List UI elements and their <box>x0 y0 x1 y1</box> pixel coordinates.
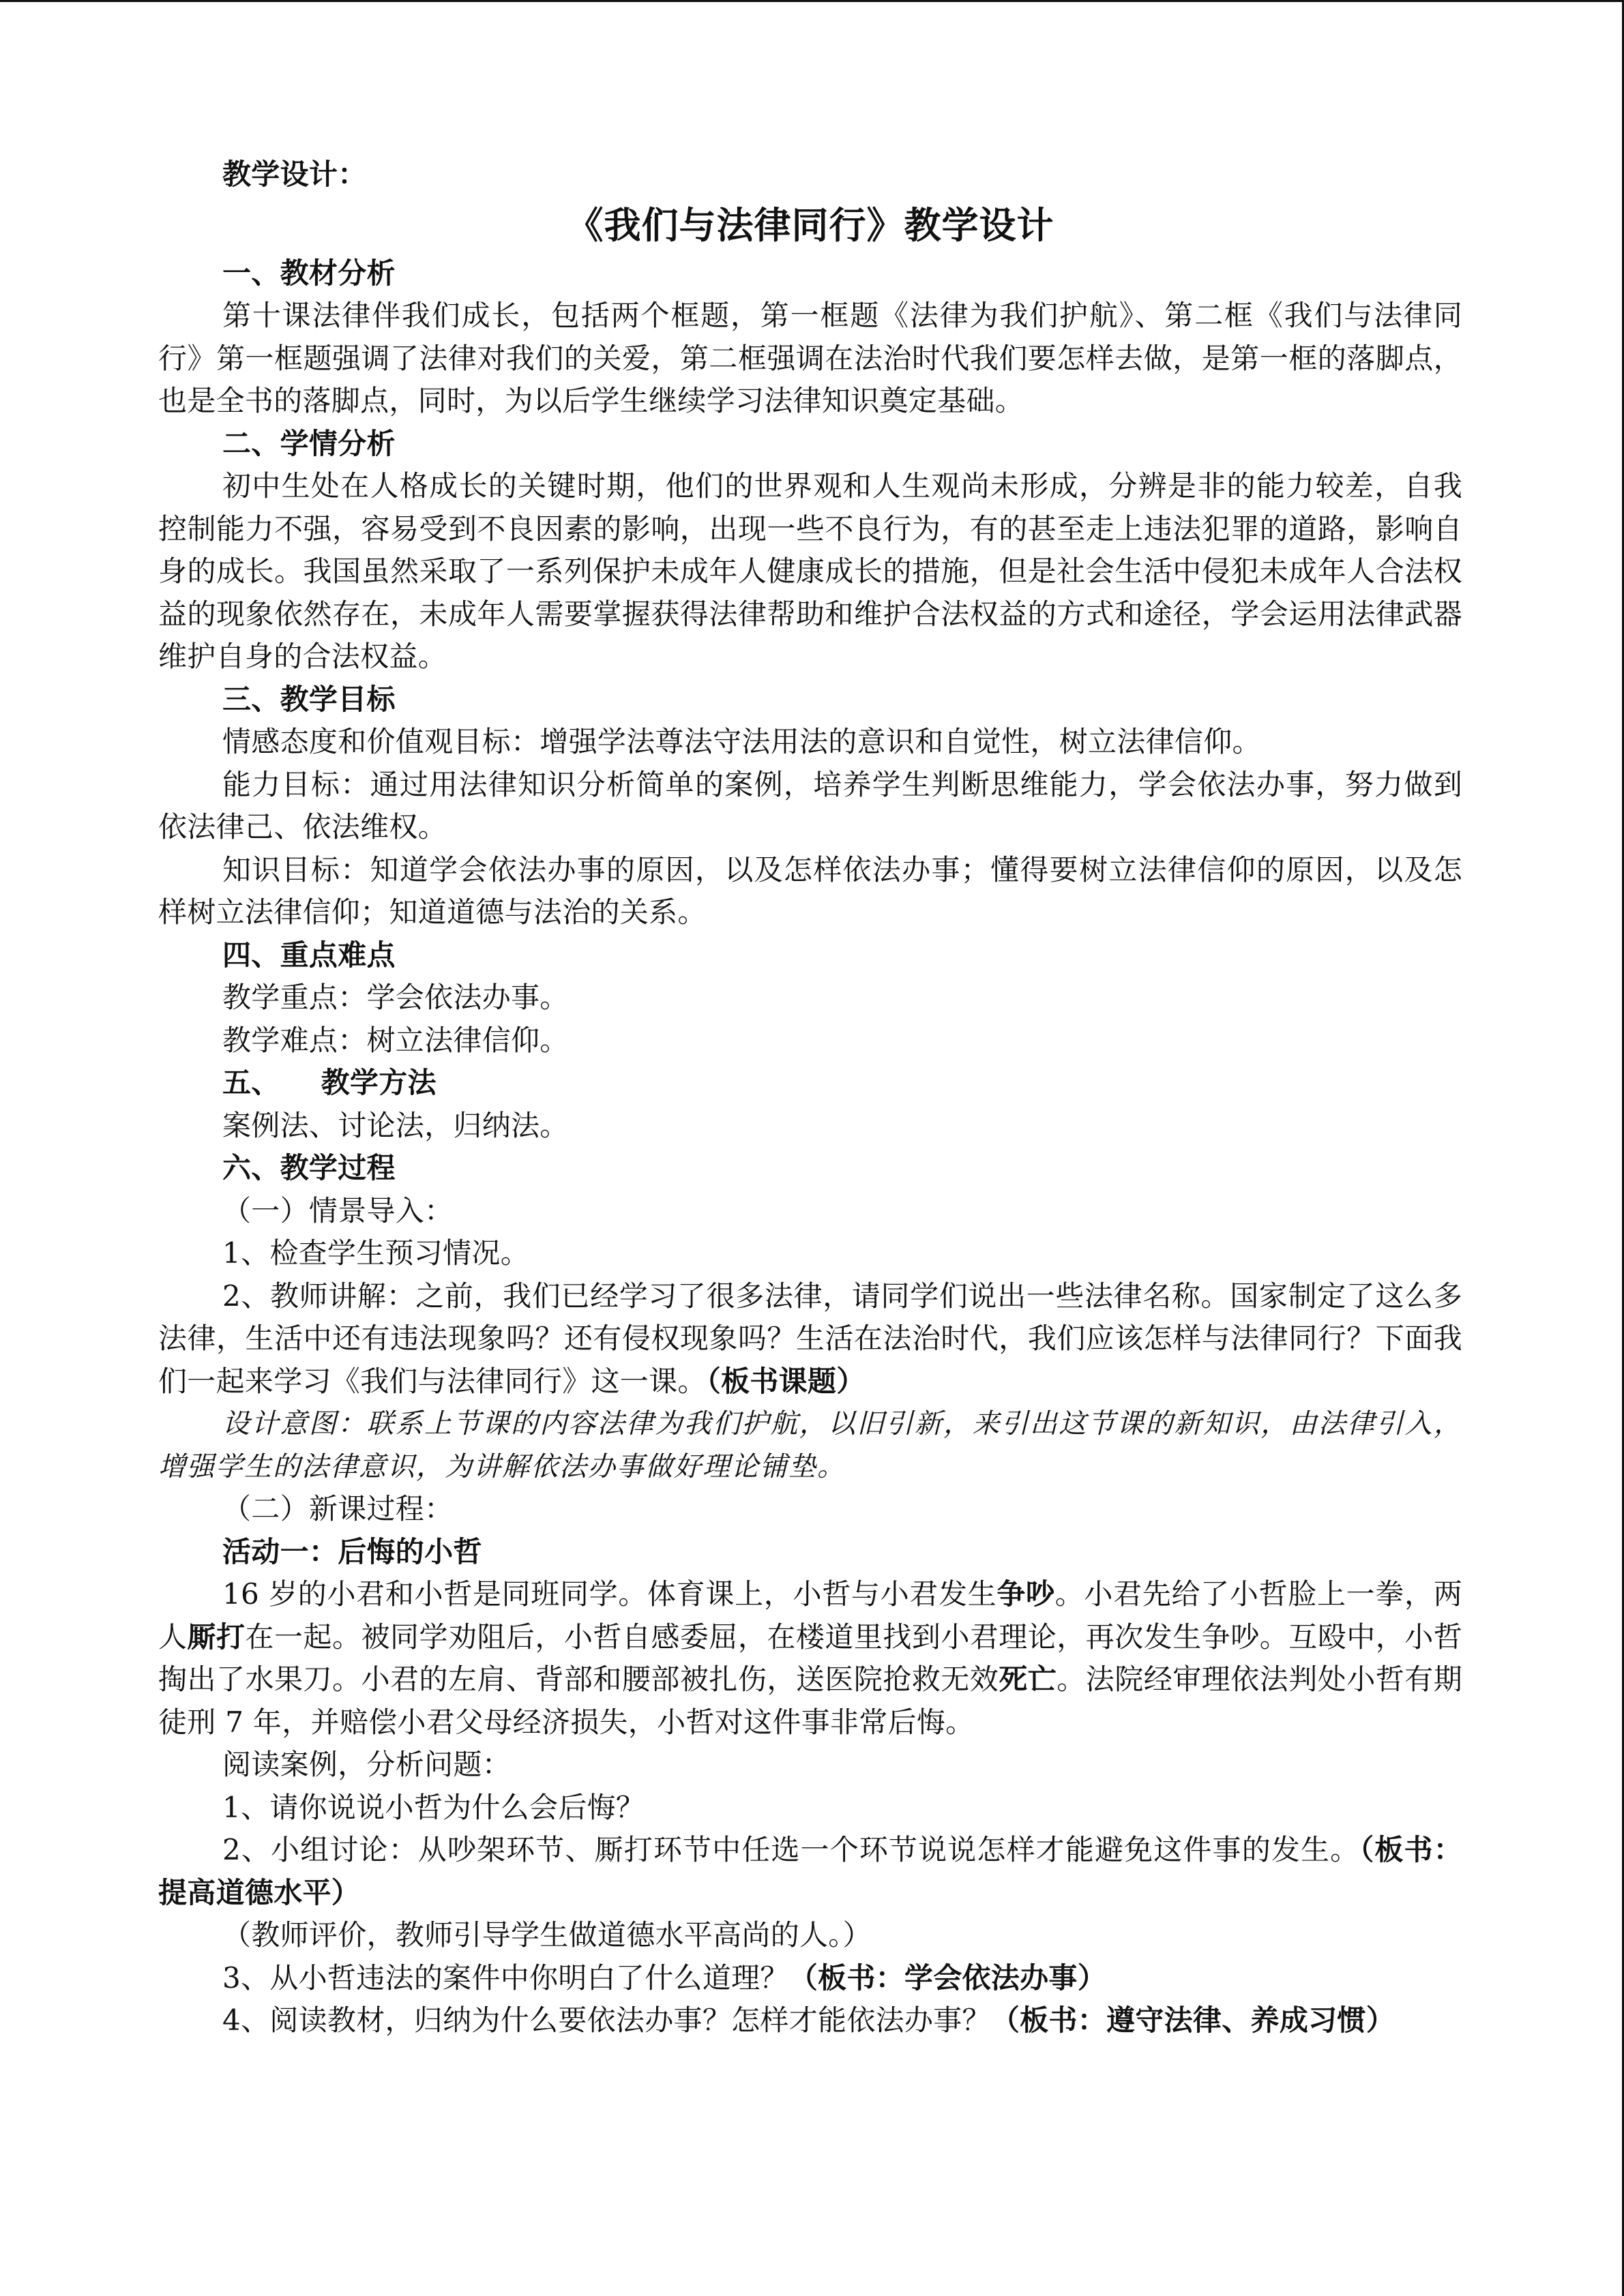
intro-label: （一）情景导入： <box>222 1193 454 1227</box>
question-4-board: （板书：遵守法律、养成习惯） <box>990 2003 1396 2037</box>
case-bold-1: 争吵 <box>996 1577 1055 1611</box>
step-1: 1、检查学生预习情况。 <box>222 1236 530 1270</box>
step-2-board: （板书课题） <box>706 1364 866 1398</box>
case-text-4: 。法院经审理依法判处小哲有期徒刑 7 年，并赔偿小君父母经济损失，小哲对这件事非常后悔。 <box>158 1663 1463 1739</box>
case-bold-2: 厮打 <box>187 1620 246 1654</box>
section-heading-5-text: 教学方法 <box>321 1066 437 1099</box>
question-3-board: （板书：学会依法办事） <box>788 1960 1107 1995</box>
case-bold-3: 死亡 <box>999 1663 1057 1696</box>
section-heading-5 <box>158 1062 1462 1105</box>
question-3-text: 3、从小哲违法的案件中你明白了什么道理？ <box>222 1960 789 1995</box>
key-point: 教学重点：学会依法办事。 <box>222 981 569 1014</box>
goal-knowledge: 知识目标：知道学会依法办事的原因，以及怎样依法办事；懂得要树立法律信仰的原因，以及怎样树立法律信仰；知道道德与法治的关系。 <box>158 852 1462 929</box>
step-2-text: 2、教师讲解：之前，我们已经学习了很多法律，请同学们说出一些法律名称。国家制定了这么多法律，生活中还有违法现象吗？还有侵权现象吗？生活在法治时代，我们应该怎样与法律同行？下面我们一起来学习《我们与法律同行》这一课。 <box>158 1279 1462 1398</box>
section-heading-5-num: 五、 <box>222 1066 280 1099</box>
goal-ability: 能力目标：通过用法律知识分析简单的案例，培养学生判断思维能力，学会依法办事，努力做到依法律己、依法维权。 <box>158 767 1462 844</box>
question-3 <box>158 1957 1462 2000</box>
teacher-comment: （教师评价，教师引导学生做道德水平高尚的人。） <box>222 1918 872 1952</box>
goal-emotion: 情感态度和价值观目标：增强学法尊法守法用法的意识和自觉性，树立法律信仰。 <box>222 725 1261 758</box>
step-2 <box>158 1275 1462 1403</box>
question-2-text: 2、小组讨论：从吵架环节、厮打环节中任选一个环节说说怎样才能避免这件事的发生。 <box>222 1833 1360 1866</box>
teaching-methods: 案例法、讨论法，归纳法。 <box>222 1108 569 1142</box>
new-lesson-label: （二）新课过程： <box>222 1492 454 1525</box>
section-heading-3: 三、教学目标 <box>222 682 396 716</box>
question-4 <box>158 1999 1462 2042</box>
difficult-point: 教学难点：树立法律信仰。 <box>222 1023 569 1057</box>
activity-title: 活动一：后悔的小哲 <box>222 1534 482 1568</box>
paragraph-student-analysis: 初中生处在人格成长的关键时期，他们的世界观和人生观尚未形成，分辨是非的能力较差，自我控制能力不强，容易受到不良因素的影响，出现一些不良行为，有的甚至走上违法犯罪的道路，影响自身的成长。我国虽然采取了一系列保护未成年人健康成长的措施，但是社会生活中侵犯未成年人合法权益的现象依然存在，未成年人需要掌握获得法律帮助和维护合法权益的方式和途径，学会运用法律武器维护自身的合法权益。 <box>158 469 1462 673</box>
header-label: 教学设计： <box>222 158 367 191</box>
page-title: 《我们与法律同行》教学设计 <box>566 203 1054 247</box>
question-4-text: 4、阅读教材，归纳为什么要依法办事？怎样才能依法办事？ <box>222 2003 991 2037</box>
question-1: 1、请你说说小哲为什么会后悔？ <box>222 1790 645 1824</box>
section-heading-6: 六、教学过程 <box>222 1151 396 1184</box>
section-heading-4: 四、重点难点 <box>222 938 396 972</box>
document-body <box>158 153 1462 2042</box>
question-2 <box>158 1829 1462 1914</box>
case-paragraph <box>158 1573 1462 1744</box>
section-heading-1: 一、教材分析 <box>222 256 396 290</box>
read-label: 阅读案例，分析问题： <box>222 1748 512 1781</box>
section-heading-2: 二、学情分析 <box>222 426 396 460</box>
paragraph-material-analysis: 第十课法律伴我们成长，包括两个框题，第一框题《法律为我们护航》、第二框《我们与法律同行》第一框题强调了法律对我们的关爱，第二框强调在法治时代我们要怎样去做，是第一框的落脚点，也是全书的落脚点，同时，为以后学生继续学习法律知识奠定基础。 <box>158 299 1462 417</box>
case-text-1: 16 岁的小君和小哲是同班同学。体育课上，小哲与小君发生 <box>222 1577 997 1611</box>
question-2-board: （板书：提高道德水平） <box>158 1833 1462 1909</box>
case-text-3: 在一起。被同学劝阻后，小哲自感委屈，在楼道里找到小君理论，再次发生争吵。互殴中，小哲掏出了水果刀。小君的左肩、背部和腰部被扎伤，送医院抢救无效 <box>158 1620 1462 1696</box>
design-intent: 设计意图：联系上节课的内容法律为我们护航，以旧引新，来引出这节课的新知识，由法律引入，增强学生的法律意识，为讲解依法办事做好理论铺垫。 <box>158 1408 1462 1482</box>
case-text-2: 。小君先给了小哲脸上一拳，两人 <box>158 1577 1463 1654</box>
